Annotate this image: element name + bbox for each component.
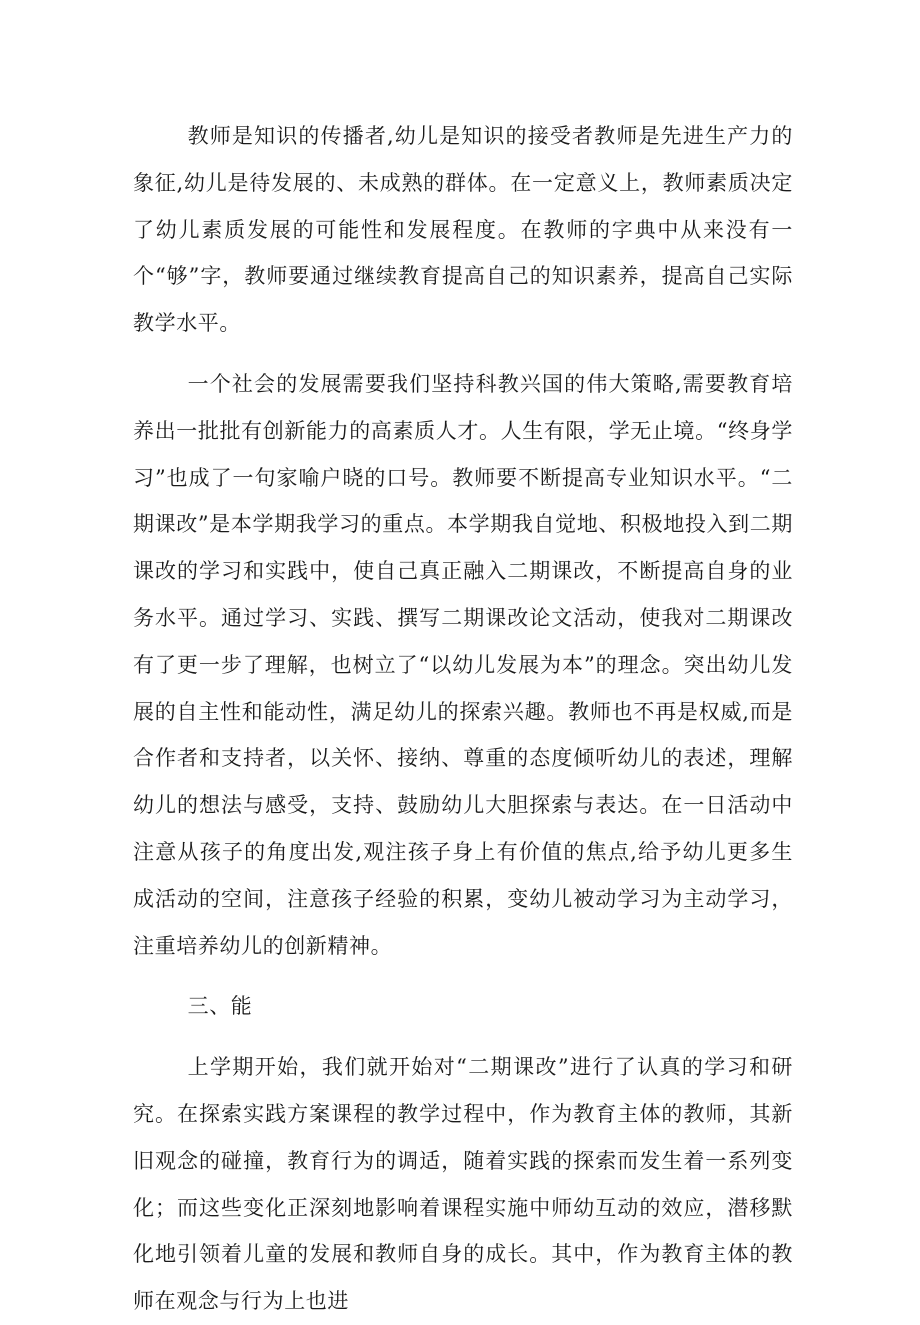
paragraph-lifelong-learning: 一个社会的发展需要我们坚持科教兴国的伟大策略,需要教育培养出一批批有创新能力的高素质人才。人生有限，学无止境。“终身学习”也成了一句家喻户晓的口号。教师要不断提高专业知识水平。“二期课改”是本学期我学习的重点。本学期我自觉地、积极地投入到二期课改的学习和实践中，使自己真正融入二期课改，不断提高自身的业务水平。通过学习、实践、撰写二期课改论文活动，使我对二期课改有了更一步了理解，也树立了“以幼儿发展为本”的理念。突出幼儿发展的自主性和能动性，满足幼儿的探索兴趣。教师也不再是权威,而是合作者和支持者，以关怀、接纳、尊重的态度倾听幼儿的表述，理解幼儿的想法与感受，支持、鼓励幼儿大胆探索与表达。在一日活动中注意从孩子的角度出发,观注孩子身上有价值的焦点,给予幼儿更多生成活动的空间，注意孩子经验的积累，变幼儿被动学习为主动学习，注重培养幼儿的创新精神。 [133,371,793,958]
paragraph-gap [133,347,793,361]
paragraph-teacher-role: 教师是知识的传播者,幼儿是知识的接受者教师是先进生产力的象征,幼儿是待发展的、未成熟的群体。在一定意义上，教师素质决定了幼儿素质发展的可能性和发展程度。在教师的字典中从来没有一个“够”字，教师要通过继续教育提高自己的知识素养，提高自己实际教学水平。 [133,124,793,336]
paragraph-gap [133,969,793,983]
document-body [133,113,793,1325]
paragraph-gap [133,1030,793,1044]
paragraph-curriculum-reform: 上学期开始，我们就开始对“二期课改”进行了认真的学习和研究。在探索实践方案课程的教学过程中，作为教育主体的教师，其新旧观念的碰撞，教育行为的调适，随着实践的探索而发生着一系列变化；而这些变化正深刻地影响着课程实施中师幼互动的效应，潜移默化地引领着儿童的发展和教师自身的成长。其中，作为教育主体的教师在观念与行为上也进 [133,1055,793,1314]
section-heading-ability: 三、能 [187,994,253,1019]
